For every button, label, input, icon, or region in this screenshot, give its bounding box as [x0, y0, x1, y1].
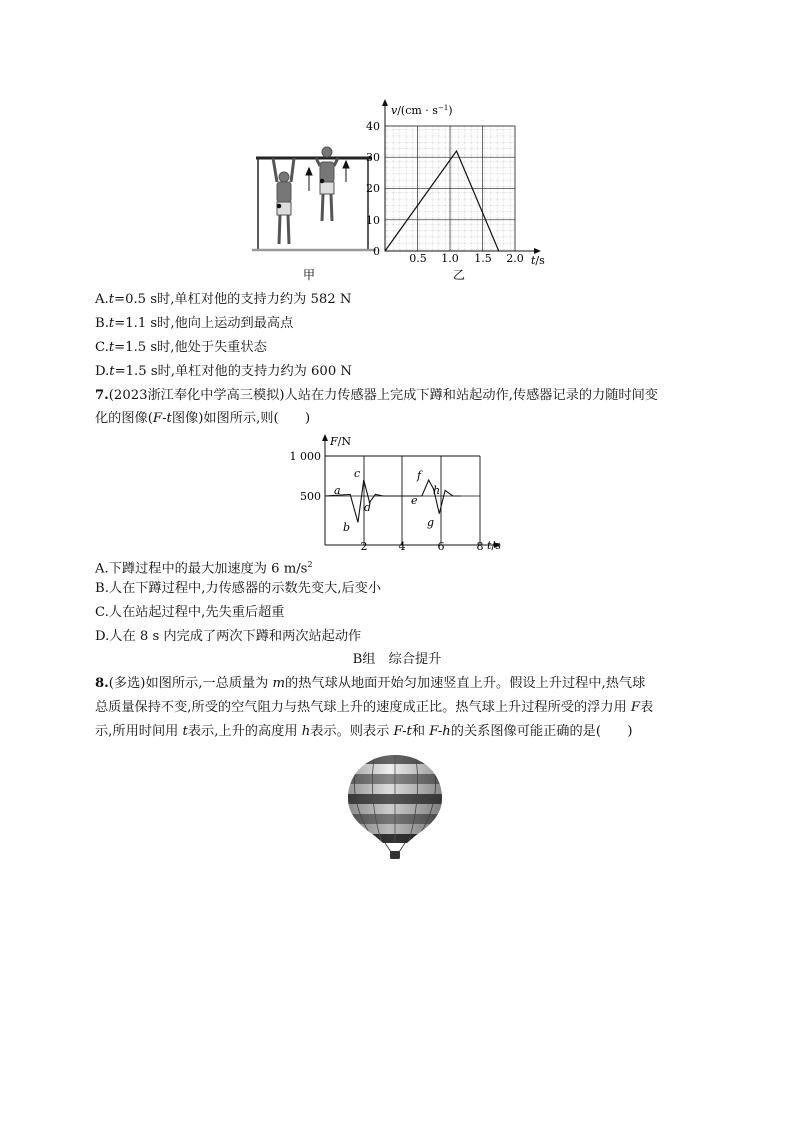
y-tick-label: 10 — [366, 214, 380, 227]
x-tick-label: 2.0 — [506, 252, 524, 265]
annotation-d: d — [364, 501, 372, 514]
t-axis-label: t/s — [487, 539, 501, 552]
figure-caption-right: 乙 — [452, 268, 466, 282]
t-axis-label: t/s — [531, 254, 545, 267]
annotation-e: e — [411, 494, 418, 507]
v-axis-label: $v/(cm \cdot s^{-1})$ — [391, 104, 453, 117]
annotation-b: b — [343, 521, 351, 534]
f-axis-label: F/N — [330, 435, 351, 448]
pullup-illustration — [252, 147, 376, 250]
q8-stem-line-2: 总质量保持不变,所受的空气阻力与热气球上升的速度成正比。热气球上升过程所受的浮力用 F表 — [95, 700, 654, 715]
annotation-a: a — [334, 484, 341, 497]
q7-option-a: A.下蹲过程中的最大加速度为 6 $m/s^2$ — [95, 560, 313, 577]
q6-option-d: D.t=1.5 s时,单杠对他的支持力约为 600 N — [95, 364, 352, 379]
x-tick-label: 1.5 — [474, 252, 492, 265]
y-tick-label: 30 — [366, 151, 380, 164]
q7-stem-line-1: 7.(2023浙江奉化中学高三模拟)人站在力传感器上完成下蹲和站起动作,传感器记录的力随时间变 — [95, 388, 658, 403]
q6-option-c: C.t=1.5 s时,他处于失重状态 — [95, 340, 267, 355]
y-tick-label: 40 — [366, 120, 380, 133]
x-tick-label: 8 — [476, 540, 484, 553]
q7-option-d: D.人在 8 s 内完成了两次下蹲和两次站起动作 — [95, 629, 362, 644]
x-tick-label: 6 — [437, 540, 445, 553]
x-tick-label: 1.0 — [441, 252, 459, 265]
annotation-c: c — [354, 467, 361, 480]
y-tick-label: 0 — [373, 245, 380, 258]
v-t-graph — [366, 99, 545, 267]
hot-air-balloon-image — [345, 752, 445, 862]
annotation-f: f — [417, 469, 422, 482]
ft-series-line — [325, 480, 461, 522]
y-tick-label: 20 — [366, 182, 380, 195]
y-tick-label: 1 000 — [290, 450, 321, 463]
x-tick-label: 4 — [398, 540, 406, 553]
figure-caption-left: 甲 — [302, 268, 316, 282]
q6-option-b: B.t=1.1 s时,他向上运动到最高点 — [95, 316, 294, 331]
annotation-h: h — [433, 484, 441, 497]
x-tick-label: 0.5 — [409, 252, 427, 265]
q7-option-c: C.人在站起过程中,先失重后超重 — [95, 605, 285, 620]
y-tick-label: 500 — [300, 490, 321, 503]
q8-stem-line-1: 8.(多选)如图所示,一总质量为 m的热气球从地面开始匀加速竖直上升。假设上升过程中,热气球 — [95, 676, 646, 691]
q6-option-a: A.t=0.5 s时,单杠对他的支持力约为 582 N — [95, 292, 352, 307]
q7-stem-line-2: 化的图像(F-t图像)如图所示,则( ) — [95, 411, 311, 426]
x-tick-label: 2 — [360, 540, 368, 553]
q8-stem-line-3: 示,所用时间用 t表示,上升的高度用 h表示。则表示 F-t和 F-h的关系图像可能正确的是( ) — [95, 724, 633, 739]
f-t-graph — [290, 432, 510, 554]
section-title: B组 综合提升 — [352, 652, 442, 667]
q7-option-b: B.人在下蹲过程中,力传感器的示数先变大,后变小 — [95, 581, 382, 596]
figure-1 — [250, 98, 550, 283]
annotation-g: g — [427, 516, 435, 529]
